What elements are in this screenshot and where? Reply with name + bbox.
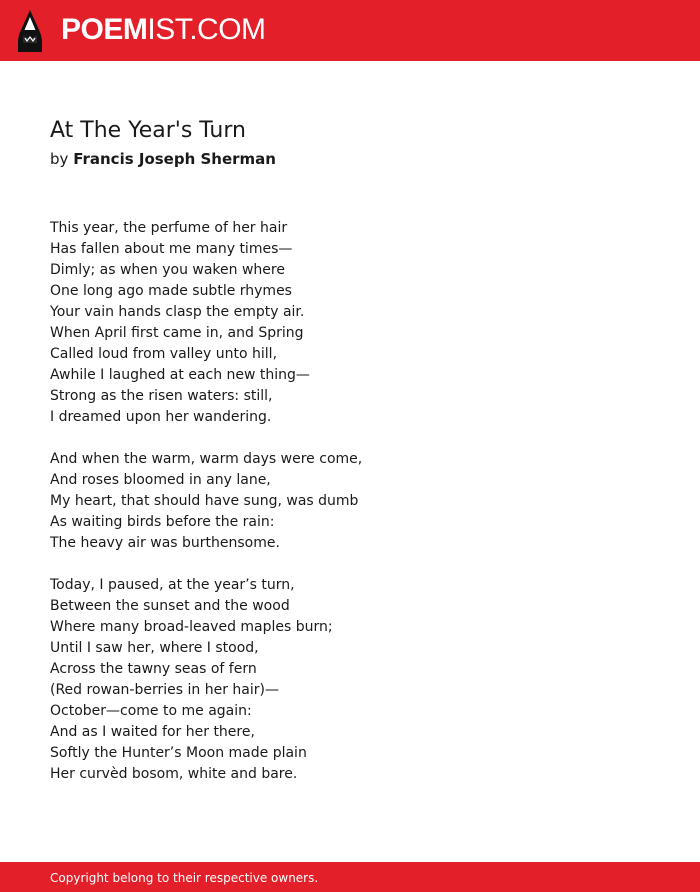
poem-line: Between the sunset and the wood bbox=[50, 598, 290, 614]
logo-text-bold: POEM bbox=[61, 13, 148, 46]
poem-line: Where many broad-leaved maples burn; bbox=[50, 619, 333, 635]
poem-title: At The Year's Turn bbox=[50, 118, 246, 143]
poem-line: The heavy air was burthensome. bbox=[50, 535, 280, 551]
poem-line: And as I waited for her there, bbox=[50, 724, 255, 740]
poem-line: Your vain hands clasp the empty air. bbox=[50, 304, 305, 320]
poem-line: Awhile I laughed at each new thing— bbox=[50, 367, 310, 383]
poem-body bbox=[50, 218, 650, 806]
poem-line: This year, the perfume of her hair bbox=[50, 220, 288, 236]
poem-line: As waiting birds before the rain: bbox=[50, 514, 275, 530]
poem-line: When April first came in, and Spring bbox=[50, 325, 304, 341]
copyright-notice: Copyright belong to their respective owners. bbox=[50, 871, 319, 885]
by-label: by bbox=[50, 150, 69, 168]
stanza bbox=[50, 575, 650, 785]
stanza bbox=[50, 449, 650, 554]
site-header bbox=[0, 0, 700, 61]
poem-line: Dimly; as when you waken where bbox=[50, 262, 285, 278]
poem-line: I dreamed upon her wandering. bbox=[50, 409, 272, 425]
logo-text-light: IST.COM bbox=[147, 13, 266, 46]
poem-line: My heart, that should have sung, was dumb bbox=[50, 493, 359, 509]
poem-line: Until I saw her, where I stood, bbox=[50, 640, 259, 656]
poem-line: Today, I paused, at the year’s turn, bbox=[50, 577, 295, 593]
poem-byline bbox=[50, 148, 276, 170]
poem-line: Has fallen about me many times— bbox=[50, 241, 293, 257]
poem-line: And roses bloomed in any lane, bbox=[50, 472, 271, 488]
poem-line: Called loud from valley unto hill, bbox=[50, 346, 278, 362]
poem-line: And when the warm, warm days were come, bbox=[50, 451, 363, 467]
poem-line: Softly the Hunter’s Moon made plain bbox=[50, 745, 307, 761]
poem-author: Francis Joseph Sherman bbox=[73, 150, 276, 168]
site-footer bbox=[0, 862, 700, 892]
poem-line: Across the tawny seas of fern bbox=[50, 661, 257, 677]
poem-line: Strong as the risen waters: still, bbox=[50, 388, 273, 404]
site-logo[interactable] bbox=[61, 12, 266, 48]
poem-line: October—come to me again: bbox=[50, 703, 252, 719]
stanza bbox=[50, 218, 650, 428]
poem-line: (Red rowan-berries in her hair)— bbox=[50, 682, 279, 698]
pencil-logo-icon[interactable] bbox=[18, 10, 42, 52]
poem-line: Her curvèd bosom, white and bare. bbox=[50, 766, 298, 782]
poem-line: One long ago made subtle rhymes bbox=[50, 283, 292, 299]
